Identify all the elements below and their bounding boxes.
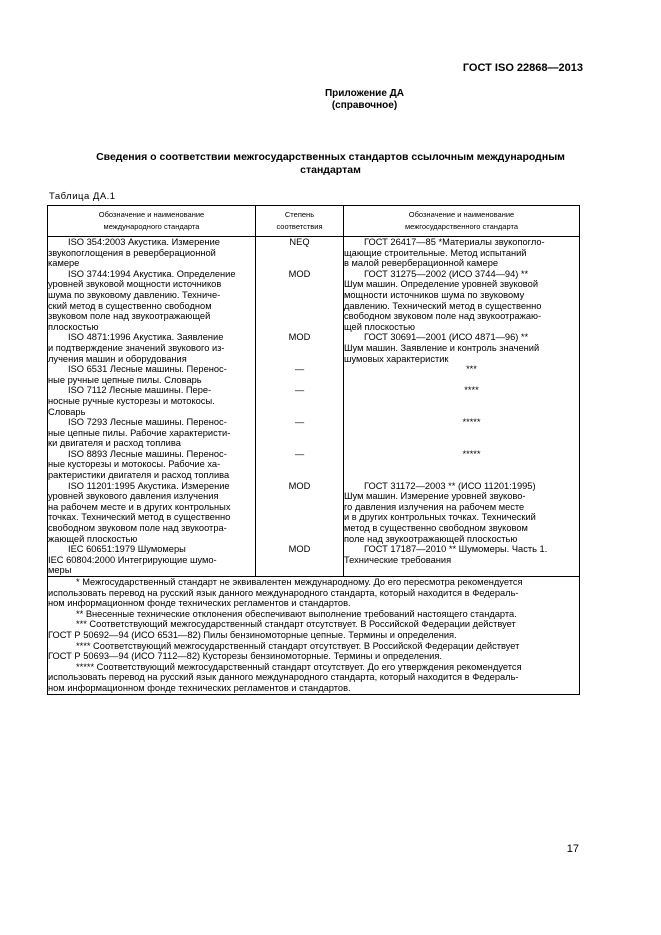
entry-line: Шум машин. Заявление и контроль значений: [344, 342, 540, 353]
interstate-column: [344, 237, 580, 577]
entry-line: [256, 491, 343, 502]
entry-line: уровней звуковой мощности источников: [48, 279, 222, 290]
note-line: использовать перевод на русский язык данного международного стандарта, который находится в Федераль-: [48, 587, 519, 598]
table-note: [48, 662, 579, 694]
annex-heading: [0, 88, 661, 112]
entry-line: [344, 396, 579, 407]
table-body-row: [48, 237, 580, 577]
entry-line: ISO 354:2003 Акустика. Измерение: [68, 237, 220, 247]
entry-line: NEQ: [289, 237, 310, 247]
header-line: международного стандарта: [103, 222, 200, 231]
entry-line: IEC 60651:1979 Шумомеры: [68, 544, 186, 555]
entry-line: —: [294, 385, 305, 396]
section-title-line: Сведения о соответствии межгосударственных стандартов ссылочным международным: [96, 151, 565, 163]
entry-line: ISO 11201:1995 Акустика. Измерение: [68, 480, 230, 491]
entry-line: лучения машин и оборудования: [48, 353, 187, 364]
entry-line: ные цепные пилы. Рабочие характеристи-: [48, 427, 231, 438]
entry-line: [256, 459, 343, 470]
intl-column: [48, 237, 256, 577]
interstate-standard-entry: [344, 481, 579, 545]
entry-line: свободном звуковом поле над звукоотра-: [48, 523, 227, 534]
entry-line: [256, 534, 343, 545]
entry-line: [256, 555, 343, 566]
entry-line: [256, 565, 343, 576]
entry-line: ISO 7112 Лесные машины. Пере-: [68, 385, 212, 396]
degree-entry: [256, 332, 343, 364]
entry-line: ГОСТ 26417—85 *Материалы звукопогло-: [364, 237, 545, 247]
table-header-row: [48, 206, 580, 237]
header-line: межгосударственного стандарта: [405, 222, 518, 231]
entry-line: Технические требования: [344, 554, 452, 565]
header-intl-standard: [48, 206, 256, 237]
interstate-standard-entry: [344, 385, 579, 417]
note-line: использовать перевод на русский язык данного международного стандарта, который находится в Федераль-: [48, 672, 519, 683]
correspondence-table: [47, 205, 580, 695]
section-title: [60, 151, 601, 177]
entry-line: и в других контрольных точках. Технический: [344, 512, 536, 523]
entry-line: уровней звукового давления излучения: [48, 491, 219, 502]
entry-line: [344, 470, 579, 481]
entry-line: ISO 3744:1994 Акустика. Определение: [68, 268, 236, 279]
table-notes: [48, 577, 580, 695]
entry-line: го давления излучения на рабочем месте: [344, 501, 525, 512]
table-note: [48, 577, 579, 609]
entry-line: [256, 438, 343, 449]
note-line: ГОСТ Р 50692—94 (ИСО 6531—82) Пилы бензиномоторные цепные. Термины и определения.: [48, 629, 457, 640]
degree-column: [256, 237, 344, 577]
degree-entry: [256, 481, 343, 545]
note-line: *** Соответствующий межгосударственный стандарт отсутствует. В Российской Федерации действует: [76, 619, 516, 630]
entry-line: ****: [464, 385, 479, 396]
note-line: ГОСТ Р 50693—94 (ИСО 7112—82) Кусторезы бензиномоторные. Термины и определения.: [48, 651, 442, 662]
entry-line: [256, 301, 343, 312]
degree-entry: [256, 364, 343, 385]
entry-line: [344, 407, 579, 418]
entry-line: —: [294, 448, 305, 459]
note-line: ** Внесенные технические отклонения обеспечивают выполнение требований настоящего стандарта.: [76, 608, 517, 619]
table-note: [48, 641, 579, 662]
entry-line: MOD: [288, 332, 311, 343]
header-line: Степень: [284, 210, 315, 219]
table-label: Таблица ДА.1: [49, 191, 116, 202]
entry-line: Шум машин. Определение уровней звуковой: [344, 279, 539, 290]
interstate-standard-entry: [344, 364, 579, 385]
entry-line: носные ручные кусторезы и мотокосы.: [48, 395, 215, 406]
entry-line: на рабочем месте и в других контрольных: [48, 501, 231, 512]
degree-entry: [256, 237, 343, 269]
entry-line: [256, 502, 343, 513]
header-line: Обозначение и наименование: [98, 210, 205, 219]
entry-line: и подтверждение значений звукового из-: [48, 342, 225, 353]
entry-line: свободном звуковом поле над звукоотражаю-: [344, 311, 542, 322]
section-title-line: стандартам: [300, 164, 361, 176]
entry-line: плоскостью: [48, 321, 99, 332]
entry-line: жающей плоскостью: [48, 533, 138, 544]
intl-standard-entry: [48, 481, 255, 545]
table-note: [48, 609, 579, 620]
entry-line: звуковом поле над звукоотражающей: [48, 311, 211, 322]
entry-line: поле над звукоотражающей плоскостью: [344, 533, 518, 544]
note-line: * Межгосударственный стандарт не эквивалентен международному. До его пересмотра рекомендуется: [76, 577, 523, 587]
interstate-standard-entry: [344, 417, 579, 449]
entry-line: щающие строительные. Метод испытаний: [344, 247, 527, 258]
interstate-standard-entry: [344, 449, 579, 481]
intl-standard-entry: [48, 385, 255, 417]
entry-line: [256, 248, 343, 259]
entry-line: в малой реверберационной камере: [344, 258, 499, 269]
entry-line: ГОСТ 30691—2001 (ИСО 4871—96) **: [364, 332, 529, 343]
entry-line: [344, 375, 579, 386]
entry-line: ГОСТ 31172—2003 ** (ИСО 11201:1995): [364, 480, 536, 491]
header-interstate-standard: [344, 206, 580, 237]
entry-line: давлению. Технический метод в существенно: [344, 300, 542, 311]
interstate-standard-entry: [344, 544, 579, 576]
entry-line: Шум машин. Измерение уровней звуково-: [344, 491, 526, 502]
entry-line: мощности источников шума по звуковому: [344, 289, 525, 300]
entry-line: меры: [48, 565, 72, 576]
intl-standard-entry: [48, 364, 255, 385]
entry-line: [256, 375, 343, 386]
entry-line: [256, 279, 343, 290]
degree-entry: [256, 417, 343, 449]
entry-line: —: [294, 417, 305, 428]
entry-line: [344, 565, 579, 576]
entry-line: ные кусторезы и мотокосы. Рабочие ха-: [48, 459, 221, 470]
entry-line: [256, 470, 343, 481]
entry-line: ***: [466, 364, 477, 375]
header-line: соответствия: [276, 222, 323, 231]
degree-entry: [256, 385, 343, 417]
entry-line: ки двигателя и расход топлива: [48, 438, 181, 449]
entry-line: [256, 343, 343, 354]
entry-line: ISO 8893 Лесные машины. Перенос-: [68, 448, 227, 459]
entry-line: ISO 7293 Лесные машины. Перенос-: [68, 417, 227, 428]
entry-line: [256, 523, 343, 534]
entry-line: [256, 354, 343, 365]
intl-standard-entry: [48, 332, 255, 364]
entry-line: MOD: [288, 544, 311, 555]
entry-line: ISO 4871:1996 Акустика. Заявление: [68, 332, 224, 343]
entry-line: ISO 6531 Лесные машины. Перенос-: [68, 364, 227, 375]
entry-line: [344, 428, 579, 439]
entry-line: ГОСТ 31275—2002 (ИСО 3744—94) **: [364, 268, 529, 279]
note-line: ном информационном фонде технических регламентов и стандартов.: [48, 598, 351, 609]
note-line: ном информационном фонде технических регламентов и стандартов.: [48, 682, 351, 693]
interstate-standard-entry: [344, 237, 579, 269]
entry-line: ные ручные цепные пилы. Словарь: [48, 374, 202, 385]
entry-line: шума по звуковому давлению. Техниче-: [48, 289, 221, 300]
intl-standard-entry: [48, 449, 255, 481]
entry-line: [256, 428, 343, 439]
intl-standard-entry: [48, 237, 255, 269]
entry-line: [344, 459, 579, 470]
intl-standard-entry: [48, 544, 255, 576]
entry-line: IEC 60804:2000 Интегрирующие шумо-: [48, 554, 217, 565]
intl-standard-entry: [48, 269, 255, 333]
entry-line: камере: [48, 258, 80, 269]
annex-title: Приложение ДА: [324, 88, 405, 99]
header-degree: [256, 206, 344, 237]
entry-line: [256, 290, 343, 301]
degree-entry: [256, 544, 343, 576]
entry-line: [256, 311, 343, 322]
entry-line: метод в существенно свободном звуковом: [344, 523, 528, 534]
notes-row: [48, 577, 580, 695]
entry-line: [256, 258, 343, 269]
header-line: Обозначение и наименование: [408, 210, 515, 219]
entry-line: Словарь: [48, 406, 86, 417]
entry-line: звукопоглощения в реверберационной: [48, 247, 216, 258]
entry-line: *****: [462, 417, 481, 428]
degree-entry: [256, 449, 343, 481]
entry-line: ГОСТ 17187—2010 ** Шумомеры. Часть 1.: [364, 544, 548, 555]
entry-line: ский метод в существенно свободном: [48, 300, 212, 311]
entry-line: [256, 396, 343, 407]
entry-line: [256, 512, 343, 523]
entry-line: [256, 407, 343, 418]
interstate-standard-entry: [344, 332, 579, 364]
table-note: [48, 619, 579, 640]
entry-line: точках. Технический метод в существенно: [48, 512, 231, 523]
entry-line: [256, 322, 343, 333]
note-line: ***** Соответствующий межгосударственный стандарт отсутствует. До его утверждения рекомендуется: [76, 661, 522, 672]
entry-line: шумовых характеристик: [344, 353, 449, 364]
annex-subtitle: (справочное): [331, 100, 398, 111]
page-number: 17: [566, 843, 579, 855]
entry-line: *****: [462, 448, 481, 459]
intl-standard-entry: [48, 417, 255, 449]
interstate-standard-entry: [344, 269, 579, 333]
note-line: **** Соответствующий межгосударственный стандарт отсутствует. В Российской Федерации действует: [76, 640, 520, 651]
entry-line: [344, 438, 579, 449]
entry-line: рактеристики двигателя и расход топлива: [48, 470, 230, 481]
entry-line: MOD: [288, 480, 311, 491]
entry-line: MOD: [288, 268, 311, 279]
standard-code: ГОСТ ISO 22868—2013: [462, 62, 583, 74]
degree-entry: [256, 269, 343, 333]
entry-line: щей плоскостью: [344, 321, 415, 332]
entry-line: —: [294, 364, 305, 375]
